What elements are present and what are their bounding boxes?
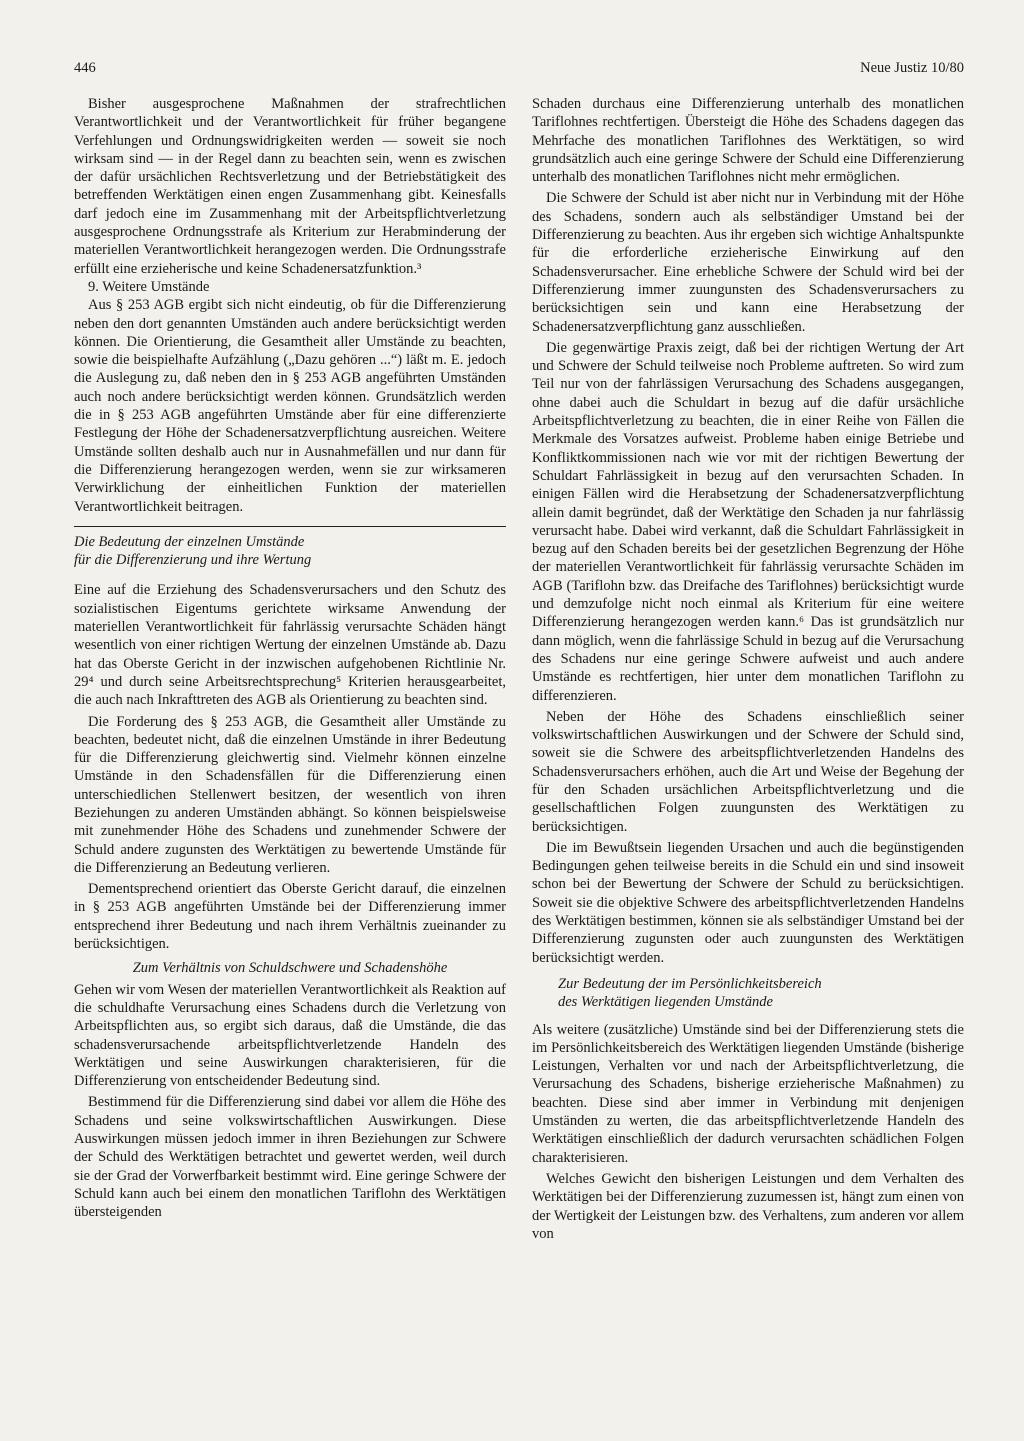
- paragraph: Bestimmend für die Differenzierung sind dabei vor allem die Höhe des Schadens und seine volkswirtschaftlichen Auswirkungen. Diese Auswirkungen müssen jedoch immer in ihren Beziehungen zur Schwere der Schuld des Werktätigen betrachtet und gewertet werden, weil durch sie der Grad der Vorwerfbarkeit bestimmt wird. Eine geringe Schwere der Schuld kann auch bei einem den monatlichen Tariflohn des Werktätigen übersteigenden: [74, 1094, 506, 1221]
- paragraph: Dementsprechend orientiert das Oberste Gericht darauf, die einzelnen in § 253 AGB angeführten Umstände bei der Differenzierung immer entsprechend ihrer Bedeutung und nach ihrem Verhältnis zueinander zu berücksichtigen.: [74, 881, 506, 953]
- paragraph: Eine auf die Erziehung des Schadensverursachers und den Schutz des sozialistischen Eigentums gerichtete wirksame Anwendung der materiellen Verantwortlichkeit für fahrlässig verursachte Schäden hängt wesentlich von einer richtigen Wertung der einzelnen Umstände ab. Dazu hat das Oberste Gericht in der inzwischen aufgehobenen Richtlinie Nr. 29⁴ und durch seine Arbeitsrechtsprechung⁵ Kriterien herausgearbeitet, die auch nach Inkrafttreten des AGB als Orientierung zu beachten sind.: [74, 582, 506, 709]
- left-column: [74, 95, 506, 1222]
- page-number: 446: [74, 60, 96, 76]
- paragraph: Als weitere (zusätzliche) Umstände sind bei der Differenzierung stets die im Persönlichkeitsbereich des Werktätigen liegenden Umstände (bisherige Leistungen, Verhalten vor und nach der Arbeitspflichtverletzung, die Verursachung des Schadens, bisherige erzieherische Maßnahmen) zu beachten. Diese sind aber immer in Verbindung mit denjenigen Umständen zu werten, die das arbeitspflichtverletzende Handeln des Werktätigen einschließlich der dadurch verursachten schädlichen Folgen charakterisieren.: [532, 1021, 964, 1166]
- paragraph: Neben der Höhe des Schadens einschließlich seiner volkswirtschaftlichen Auswirkungen und der Schwere der Schuld sind, soweit sie die Schwere des arbeitspflichtverletzenden Handelns des Schadensverursachers erhöhen, auch die Art und Weise der Begehung der für den Schaden ursächlichen Arbeitspflichtverletzung und die gesellschaftlichen Folgen zuungunsten des Werktätigen zu berücksichtigen.: [532, 708, 964, 835]
- section-title-line: Die Bedeutung der einzelnen Umstände: [74, 533, 305, 550]
- subsection-title-line: des Werktätigen liegenden Umstände: [558, 994, 773, 1011]
- paragraph: Aus § 253 AGB ergibt sich nicht eindeutig, ob für die Differenzierung neben den dort genannten Umständen auch andere berücksichtigt werden können. Die Orientierung, die Gesamtheit aller Umstände zu beachten, sowie die beispielhafte Aufzählung („Dazu gehören ...“) läßt m. E. jedoch die Auslegung zu, daß neben den in § 253 AGB angeführten Umständen auch noch andere berücksichtigt werden können. Grundsätzlich werden die in § 253 AGB angeführten Umstände aber für eine differenzierte Festlegung der Höhe der Schadenersatzverpflichtung ausreichen. Weitere Umstände sollten deshalb auch nur in Ausnahmefällen und nur dann für die Differenzierung herangezogen werden, wenn sie zur wirksameren Verwirklichung der einheitlichen Funktion der materiellen Verantwortlichkeit beitragen.: [74, 297, 506, 515]
- section-divider: [74, 526, 506, 527]
- paragraph: Die gegenwärtige Praxis zeigt, daß bei der richtigen Wertung der Art und Schwere der Schuld teilweise noch Probleme auftreten. So wird zum Teil nur von der fahrlässigen Verursachung des Schadens ausgegangen, ohne dabei auch die Schuldart in bezug auf die dafür ursächliche Arbeitspflichtverletzung zu beachten, die in einer Reihe von Fällen die Merkmale des Vorsatzes aufweist. Probleme haben einige Betriebe und Konfliktkommissionen nach wie vor mit der richtigen Bewertung der Schuldart Fahrlässigkeit in bezug auf den verursachten Schaden. In einigen Fällen wird die Herabsetzung der Schadenersatzverpflichtung allein damit begründet, daß der Werktätige den Schaden ja nur fahrlässig verursacht habe. Dabei wird verkannt, daß die Schuldart Fahrlässigkeit in bezug auf den Schaden bereits bei der gesetzlichen Begrenzung der Höhe der materiellen Verantwortlichkeit für fahrlässig verursachte Schäden im AGB (Tariflohn bzw. das Dreifache des Tariflohnes) berücksichtigt wurde und demzufolge nicht noch einmal als Kriterium für eine weitere Differenzierung herangezogen werden kann.⁶ Das ist grundsätzlich nur dann möglich, wenn die fahrlässige Schuld in bezug auf die Verursachung des Schadens nur eine geringe Schwere aufweist und auch andere Umstände es rechtfertigen, hier unter dem monatlichen Tariflohn zu differenzieren.: [532, 339, 964, 704]
- paragraph: Bisher ausgesprochene Maßnahmen der strafrechtlichen Verantwortlichkeit und der Verantwortlichkeit für früher begangene Verfehlungen und Ordnungswidrigkeiten werden — soweit sie noch wirksam sind — in der Regel dann zu beachten sein, wenn es zwischen der dafür ursächlichen Rechtsverletzung und der Betriebstätigkeit des betreffenden Werktätigen einen engen Zusammenhang gibt. Keinesfalls darf jedoch eine im Zusammenhang mit der Arbeitspflichtverletzung ausgesprochene Ordnungsstrafe als Kriterium zur Herabminderung der materiellen Verantwortlichkeit herangezogen werden. Die Ordnungsstrafe erfüllt eine erzieherische und keine Schadenersatzfunktion.³: [74, 96, 506, 277]
- paragraph: Die Forderung des § 253 AGB, die Gesamtheit aller Umstände zu beachten, bedeutet nicht, daß die einzelnen Umstände in ihrer Bedeutung für die Differenzierung gleichwertig sind. Vielmehr können einzelne Umstände in den Schadensfällen für die Differenzierung einen unterschiedlichen Stellenwert besitzen, der wesentlich von ihren Beziehungen zu anderen Umständen abhängt. So können beispielsweise mit zunehmender Höhe des Schadens und zunehmender Schwere der Schuld andere zugunsten des Werktätigen zu bewertende Umstände für die Differenzierung an Bedeutung verlieren.: [74, 713, 506, 876]
- page-header: [74, 60, 964, 82]
- subsection-title: [532, 975, 964, 1012]
- subsection-title-line: Zur Bedeutung der im Persönlichkeitsbereich: [558, 975, 822, 992]
- paragraph: Schaden durchaus eine Differenzierung unterhalb des monatlichen Tariflohnes rechtfertigen. Übersteigt die Höhe des Schadens dagegen das Mehrfache des monatlichen Tariflohnes des Werktätigen, so wird grundsätzlich auch eine geringe Schwere der Schuld eine Differenzierung unterhalb des monatlichen Tariflohnes nicht mehr ermöglichen.: [532, 96, 964, 186]
- paragraph: Gehen wir vom Wesen der materiellen Verantwortlichkeit als Reaktion auf die schuldhafte Verursachung eines Schadens durch die Verletzung von Arbeitspflichten aus, so ergibt sich daraus, daß die Umstände, die das schadensverursachende arbeitspflichtverletzende Handeln des Werktätigen und seine Auswirkungen charakterisieren, für die Differenzierung von entscheidender Bedeutung sind.: [74, 981, 506, 1090]
- paragraph: Welches Gewicht den bisherigen Leistungen und dem Verhalten des Werktätigen bei der Differenzierung zuzumessen ist, hängt zum einen von der Wertigkeit der Leistungen bzw. des Verhaltens, zum anderen vor allem von: [532, 1170, 964, 1242]
- section-title-line: für die Differenzierung und ihre Wertung: [74, 552, 312, 569]
- journal-issue: Neue Justiz 10/80: [860, 60, 964, 76]
- section-title: [74, 533, 506, 570]
- subsection-title: Zum Verhältnis von Schuldschwere und Schadenshöhe: [132, 960, 448, 977]
- paragraph: Die im Bewußtsein liegenden Ursachen und auch die begünstigenden Bedingungen gehen teilweise bereits in die Schuld ein und sind insoweit schon bei der Bewertung der Schwere der Schuld zu berücksichtigen. Soweit sie die objektive Schwere des arbeitspflichtverletzenden Handelns des Werktätigen bestimmen, können sie als selbständiger Umstand bei der Differenzierung zugunsten oder auch zuungunsten des Werktätigen berücksichtigt werden.: [532, 839, 964, 966]
- paragraph: Die Schwere der Schuld ist aber nicht nur in Verbindung mit der Höhe des Schadens, sondern auch als selbständiger Umstand bei der Differenzierung zu beachten. Aus ihr ergeben sich wichtige Anhaltspunkte für die erforderliche erzieherische Einwirkung auf den Schadensverursacher. Eine erhebliche Schwere der Schuld wird bei der Differenzierung immer zuungunsten des Schadensverursachers zu berücksichtigen sein und kann eine Herabsetzung der Schadenersatzverpflichtung ganz ausschließen.: [532, 190, 964, 335]
- right-column: [532, 95, 964, 1243]
- subheading-weitere-umstaende: 9. Weitere Umstände: [88, 278, 210, 295]
